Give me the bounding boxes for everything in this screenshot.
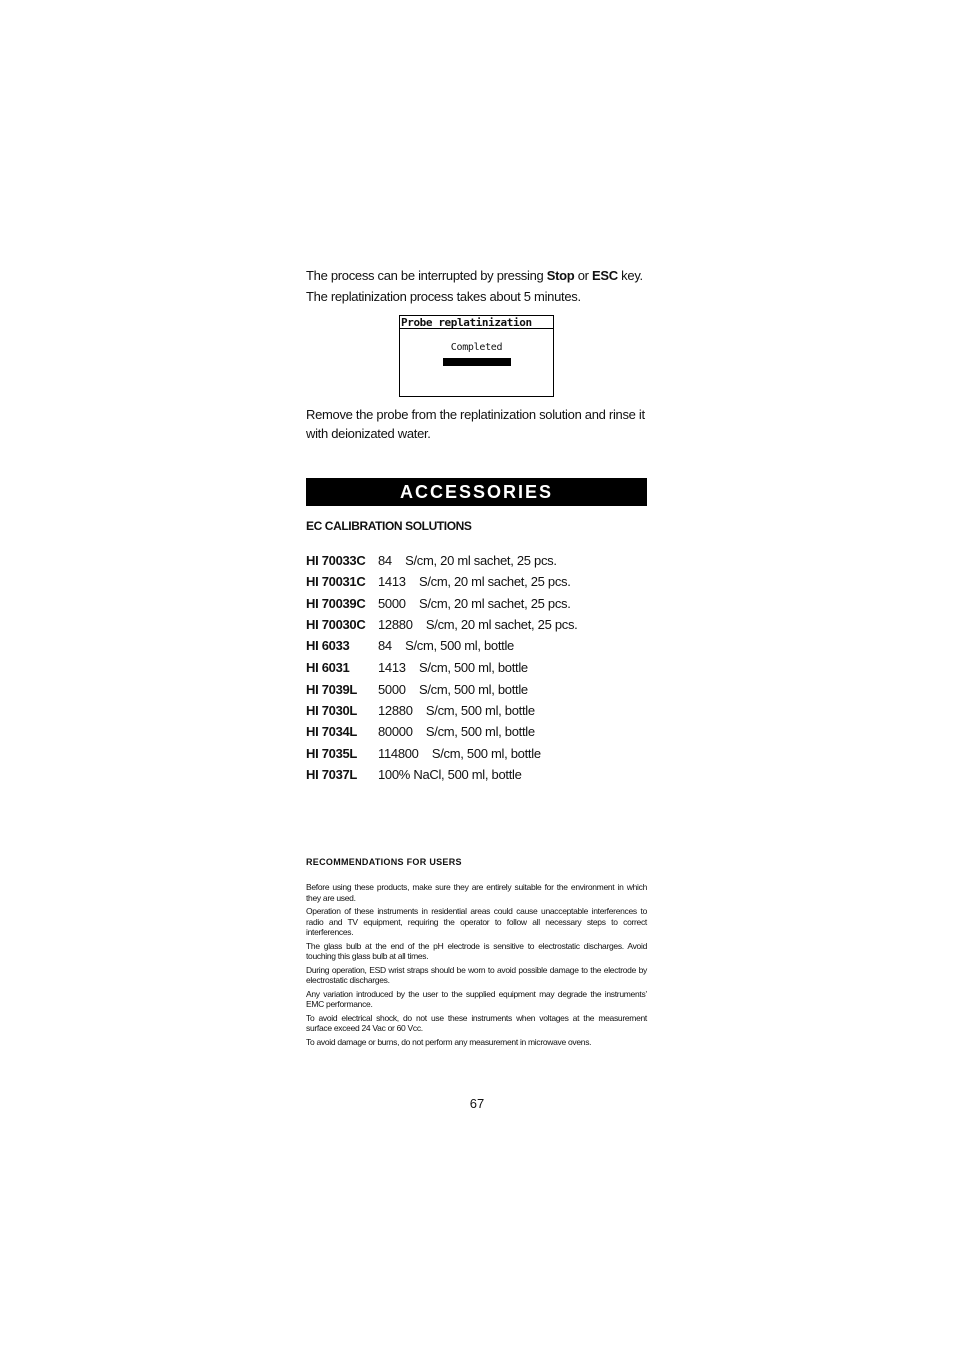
accessory-description: 1413 S/cm, 500 ml, bottle [378, 660, 528, 675]
accessory-code: HI 70039C [306, 596, 366, 611]
accessory-code: HI 70031C [306, 574, 366, 589]
intro-line-1 [306, 266, 647, 286]
recommendations-heading: RECOMMENDATIONS FOR USERS [306, 857, 462, 867]
recommendation-paragraph: Before using these products, make sure they are entirely suitable for the environment in which they are used. [306, 882, 647, 903]
accessory-description: 12880 S/cm, 500 ml, bottle [378, 703, 535, 718]
lcd-screen [399, 315, 554, 397]
intro-line-2: The replatinization process takes about 5 minutes. [306, 289, 581, 304]
lcd-progress-bar [443, 358, 511, 366]
lcd-title: Probe replatinization [400, 316, 553, 329]
accessory-description: 84 S/cm, 20 ml sachet, 25 pcs. [378, 553, 557, 568]
accessory-code: HI 7035L [306, 746, 358, 761]
accessory-description: 100% NaCl, 500 ml, bottle [378, 767, 522, 782]
recommendation-paragraph: To avoid electrical shock, do not use these instruments when voltages at the measurement surface exceed 24 Vac or 60 Vcc. [306, 1012, 647, 1033]
accessory-code: HI 7039L [306, 682, 358, 697]
accessory-code: HI 7034L [306, 724, 358, 739]
accessory-description: 114800 S/cm, 500 ml, bottle [378, 746, 541, 761]
accessory-code: HI 70033C [306, 553, 366, 568]
intro-text-suffix: key. [617, 268, 643, 283]
recommendations-text [306, 882, 647, 1050]
accessory-description: 5000 S/cm, 20 ml sachet, 25 pcs. [378, 596, 571, 611]
recommendation-paragraph: Operation of these instruments in residential areas could cause unacceptable interferences to radio and TV equipment, requiring the operator to follow all necessary steps to correct interferences. [306, 906, 647, 937]
accessory-code: HI 6031 [306, 660, 350, 675]
accessory-description: 1413 S/cm, 20 ml sachet, 25 pcs. [378, 574, 571, 589]
esc-key-label: ESC [592, 268, 618, 283]
accessories-title: ACCESSORIES [399, 482, 554, 502]
recommendation-paragraph: During operation, ESD wrist straps should be worn to avoid possible damage to the electrode by electrostatic discharges. [306, 964, 647, 985]
recommendation-paragraph: To avoid damage or burns, do not perform any measurement in microwave ovens. [306, 1036, 592, 1047]
lcd-status: Completed [450, 342, 503, 353]
accessory-code: HI 7037L [306, 767, 358, 782]
remove-instruction: Remove the probe from the replatinization solution and rinse it with deionizated water. [306, 407, 645, 441]
page-number: 67 [469, 1096, 485, 1111]
accessory-code: HI 7030L [306, 703, 358, 718]
intro-text-or: or [574, 268, 593, 283]
accessory-description: 12880 S/cm, 20 ml sachet, 25 pcs. [378, 617, 578, 632]
accessories-banner [306, 478, 647, 506]
recommendation-paragraph: The glass bulb at the end of the pH electrode is sensitive to electrostatic discharges. Avoid touching this glass bulb at all times. [306, 940, 647, 961]
intro-text: The process can be interrupted by pressing [306, 268, 547, 283]
ec-calibration-heading: EC CALIBRATION SOLUTIONS [306, 519, 472, 533]
accessory-code: HI 6033 [306, 638, 350, 653]
accessory-description: 84 S/cm, 500 ml, bottle [378, 638, 514, 653]
stop-key-label: Stop [546, 268, 575, 283]
accessory-code: HI 70030C [306, 617, 366, 632]
accessory-description: 5000 S/cm, 500 ml, bottle [378, 682, 528, 697]
accessory-description: 80000 S/cm, 500 ml, bottle [378, 724, 535, 739]
recommendation-paragraph: Any variation introduced by the user to the supplied equipment may degrade the instruments’ EMC performance. [306, 988, 647, 1009]
